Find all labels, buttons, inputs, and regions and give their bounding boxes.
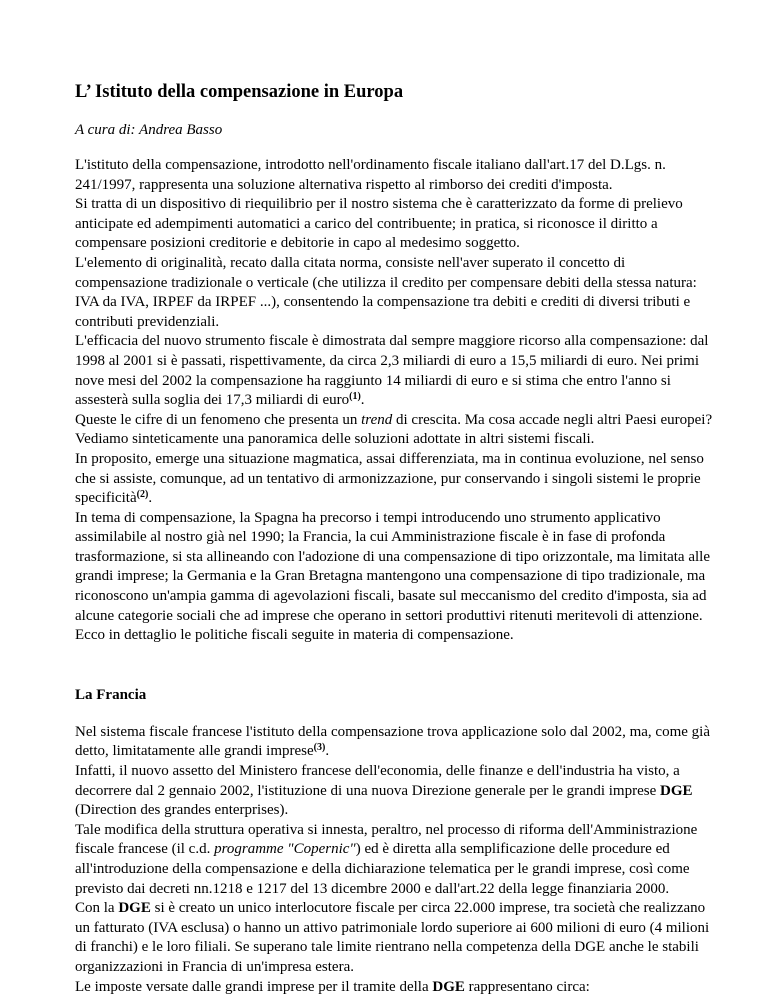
- francia4-before: Con la: [75, 900, 119, 917]
- paragraph-tema: In tema di compensazione, la Spagna ha precorso i tempi introducendo uno strumento applicativo assimilabile al nostro già nel 1990; la Francia, la cui Amministrazione fiscale è in fase di profonda trasformazione, si sta allineando con l'adozione di una compensazione di tipo orizzontale, ma limitata alle grandi imprese; la Germania e la Gran Bretagna mantengono una compensazione di tipo tradizionale, ma riconoscono un'ampia gamma di agevolazioni fiscali, basate sul meccanismo del credito d'imposta, sia ad alcune categorie sociali che ad imprese che operano in settori produttivi ritenuti meritevoli di attenzione.: [75, 509, 710, 624]
- francia1-text: Nel sistema fiscale francese l'istituto della compensazione trova applicazione solo dal 2002, ma, come già detto, limitatamente alle grandi imprese: [75, 723, 710, 760]
- paragraph-francia-4: [75, 899, 715, 977]
- paragraph-proposito: [75, 450, 715, 509]
- paragraph-francia-3: [75, 821, 715, 899]
- francia3-before: Tale modifica della struttura operativa si innesta, peraltro, nel processo di riforma dell'Amministrazione fiscale francese (il c.d.: [75, 821, 698, 858]
- paragraph-dispositivo: Si tratta di un dispositivo di riequilibrio per il nostro sistema che è caratterizzato da forme di prelievo anticipate ed adempimenti automatici a carico del contribuente; in pratica, si riconosce il diritto a compensare posizioni creditorie e debitorie in capo al medesimo soggetto.: [75, 196, 683, 252]
- footnote-ref-1[interactable]: (1): [349, 391, 361, 403]
- paragraph-francia-5: [75, 978, 715, 997]
- proposito-text: In proposito, emerge una situazione magmatica, assai differenziata, ma in continua evoluzione, nel senso che si assiste, comunque, ad un tentativo di armonizzazione, pur conservando i singoli sistemi le proprie specificità: [75, 450, 704, 507]
- section-heading-francia: La Francia: [75, 686, 147, 703]
- intro-body: [75, 156, 715, 646]
- francia5-dge: DGE: [432, 978, 465, 995]
- francia2-after: (Direction des grandes enterprises).: [75, 802, 289, 819]
- document-page: [75, 80, 715, 997]
- cifre-before: Queste le cifre di un fenomeno che presenta un: [75, 411, 362, 428]
- francia3-copernic: programme "Copernic": [214, 841, 356, 858]
- footnote-ref-2[interactable]: (2): [136, 489, 149, 501]
- francia3-after: ) ed è diretta alla semplificazione delle procedure ed all'introduzione della compensazione e della dichiarazione telematica per le grandi imprese, così come previsto dai decreti nn.1218 e 1217 del 13 dicembre 2000 e dall'art.22 della legge finanziaria 2000.: [75, 841, 690, 897]
- proposito-end: .: [148, 490, 153, 507]
- efficacia-text: L'efficacia del nuovo strumento fiscale è dimostrata dal sempre maggiore ricorso alla compensazione: dal 1998 al 2001 si è passati, rispettivamente, da circa 2,3 miliardi di euro a 15,5 miliardi di euro. Nei primi nove mesi del 2002 la compensazione ha raggiunto 14 miliardi di euro e si stima che entro l'anno si assesterà sulla soglia dei 17,3 miliardi di euro: [75, 333, 709, 409]
- francia-body: [75, 723, 715, 997]
- document-title: L’ Istituto della compensazione in Europa: [75, 82, 404, 102]
- cifre-after: di crescita. Ma cosa accade negli altri Paesi europei? Vediamo sinteticamente una panoramica delle soluzioni adottate in altri sistemi fiscali.: [75, 411, 713, 448]
- francia2-dge: DGE: [659, 782, 693, 799]
- francia4-dge: DGE: [118, 900, 151, 917]
- cifre-trend: trend: [361, 411, 393, 428]
- author-line: A cura di: Andrea Basso: [75, 122, 223, 138]
- francia5-before: Le imposte versate dalle grandi imprese per il tramite della: [75, 978, 433, 995]
- paragraph-francia-2: [75, 762, 715, 821]
- francia4-after: si è creato un unico interlocutore fiscale per circa 22.000 imprese, tra società che realizzano un fatturato (IVA esclusa) o hanno un attivo patrimoniale lordo superiore ai 600 milioni di euro (4 milioni di franchi) e le loro filiali. Se superano tale limite rientrano nella competenza della DGE anche le stabili organizzazioni in Francia di un'impresa estera.: [75, 900, 710, 975]
- paragraph-istituto: L'istituto della compensazione, introdotto nell'ordinamento fiscale italiano dall'art.17 del D.Lgs. n. 241/1997, rappresenta una soluzione alternativa rispetto al rimborso dei crediti d'imposta.: [75, 157, 666, 193]
- paragraph-originalita: L'elemento di originalità, recato dalla citata norma, consiste nell'aver superato il concetto di compensazione tradizionale o verticale (che utilizza il credito per compensare debiti della stessa natura: IVA da IVA, IRPEF da IRPEF ...), consentendo la compensazione tra debiti e crediti di diversi tributi e contributi previdenziali.: [75, 254, 697, 330]
- paragraph-ecco: Ecco in dettaglio le politiche fiscali seguite in materia di compensazione.: [75, 627, 514, 644]
- paragraph-cifre: [75, 411, 715, 450]
- paragraph-efficacia: [75, 332, 715, 410]
- francia2-before: Infatti, il nuovo assetto del Ministero francese dell'economia, delle finanze e dell'industria ha visto, a decorrere dal 2 gennaio 2002, l'istituzione di una nuova Direzione generale per le grandi imprese: [75, 763, 680, 799]
- footnote-ref-3[interactable]: (3): [313, 742, 326, 754]
- francia5-after: rappresentano circa:: [464, 978, 590, 995]
- francia1-end: .: [325, 743, 330, 760]
- paragraph-francia-1: [75, 723, 715, 762]
- efficacia-end: .: [360, 392, 365, 409]
